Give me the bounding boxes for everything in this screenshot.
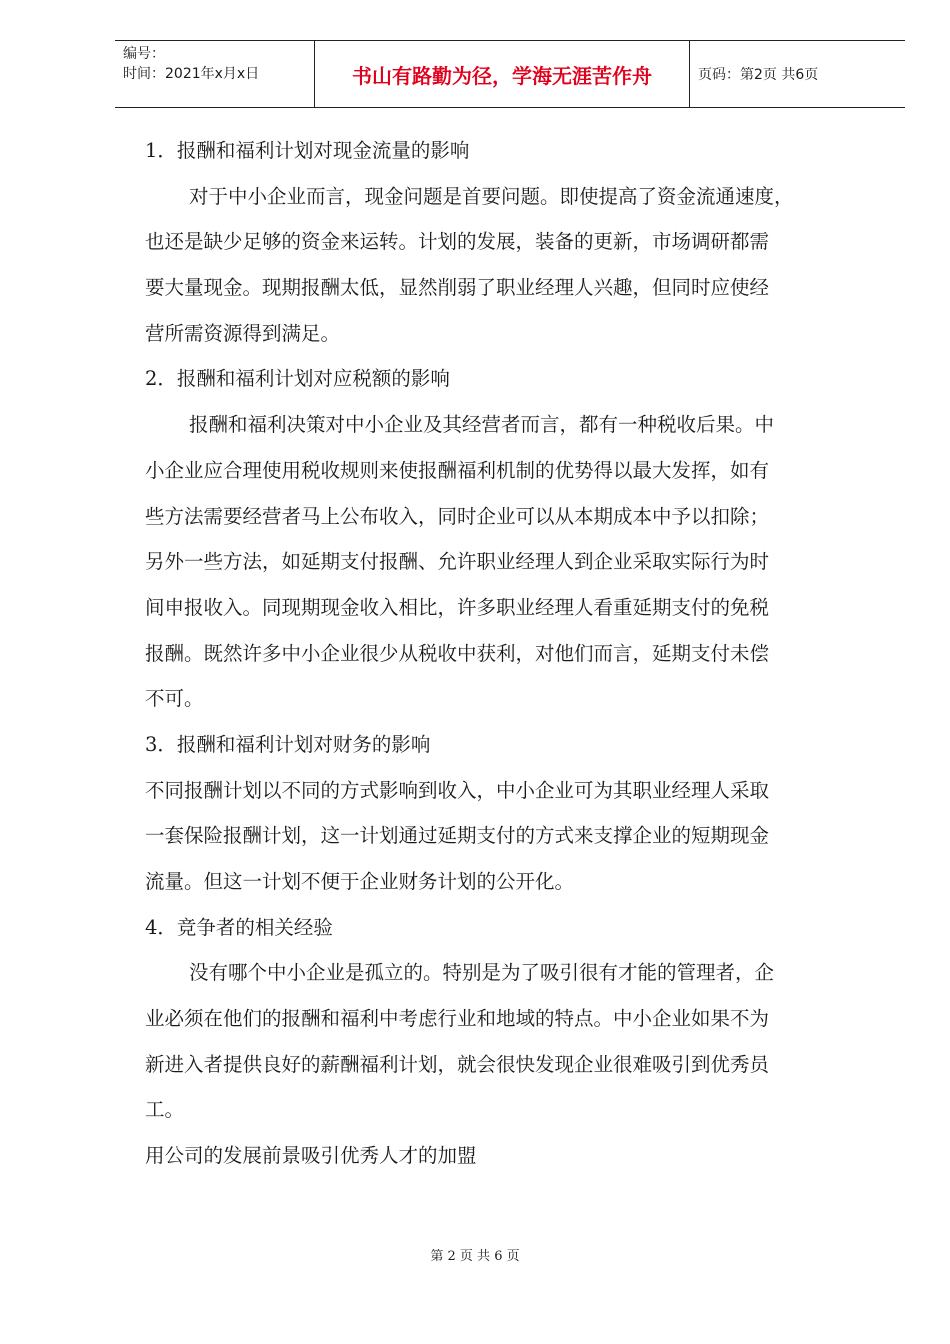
footer-page-number: 第 2 页 共 6 页: [430, 1249, 520, 1264]
text-line: 工。: [145, 1098, 185, 1122]
text-line: 报酬和福利决策对中小企业及其经营者而言，都有一种税收后果。中: [189, 413, 775, 437]
text-line: 流量。但这一计划不便于企业财务计划的公开化。: [145, 870, 575, 893]
text-line: 要大量现金。现期报酬太低，显然削弱了职业经理人兴趣，但同时应使经: [145, 276, 770, 300]
text-line: 3．报酬和福利计划对财务的影响: [145, 732, 431, 756]
text-line: 些方法需要经营者马上公布收入，同时企业可以从本期成本中予以扣除；: [145, 504, 770, 528]
text-line: 新进入者提供良好的薪酬福利计划，就会很快发现企业很难吸引到优秀员: [145, 1052, 770, 1076]
document-header: [115, 40, 905, 108]
text-line: 营所需资源得到满足。: [145, 321, 341, 345]
text-line: 2．报酬和福利计划对应税额的影响: [145, 367, 450, 391]
header-motto: 书山有路勤为径，学海无涯苦作舟: [315, 41, 690, 107]
text-line: 另外一些方法，如延期支付报酬、允许职业经理人到企业采取实际行为时: [145, 550, 770, 574]
text-line: 一套保险报酬计划，这一计划通过延期支付的方式来支撑企业的短期现金: [145, 824, 770, 848]
text-line: 4．竞争者的相关经验: [145, 915, 333, 939]
header-meta: [115, 41, 315, 107]
text-line: 报酬。既然许多中小企业很少从税收中获利，对他们而言，延期支付未偿: [145, 641, 770, 665]
header-page-info: 页码：第2页 共6页: [698, 67, 819, 83]
text-line: 小企业应合理使用税收规则来使报酬福利机制的优势得以最大发挥，如有: [145, 458, 770, 482]
text-line: 对于中小企业而言，现金问题是首要问题。即使提高了资金流通速度，: [189, 184, 794, 208]
serial-number-label: 编号：: [123, 46, 165, 62]
document-body: [145, 128, 875, 1179]
text-line: 业必须在他们的报酬和福利中考虑行业和地域的特点。中小企业如果不为: [145, 1007, 770, 1031]
text-line: 不可。: [145, 687, 204, 711]
time-label: 时间：2021年x月x日: [123, 66, 260, 82]
text-line: 间申报收入。同现期现金收入相比，许多职业经理人看重延期支付的免税: [145, 595, 770, 619]
page-footer: [0, 1245, 950, 1264]
text-line: 用公司的发展前景吸引优秀人才的加盟: [145, 1144, 477, 1168]
text-line: 没有哪个中小企业是孤立的。特别是为了吸引很有才能的管理者，企: [189, 961, 775, 985]
text-line: 1．报酬和福利计划对现金流量的影响: [145, 139, 470, 162]
text-line: 也还是缺少足够的资金来运转。计划的发展，装备的更新，市场调研都需: [145, 230, 770, 254]
text-line: 不同报酬计划以不同的方式影响到收入，中小企业可为其职业经理人采取: [145, 778, 770, 802]
